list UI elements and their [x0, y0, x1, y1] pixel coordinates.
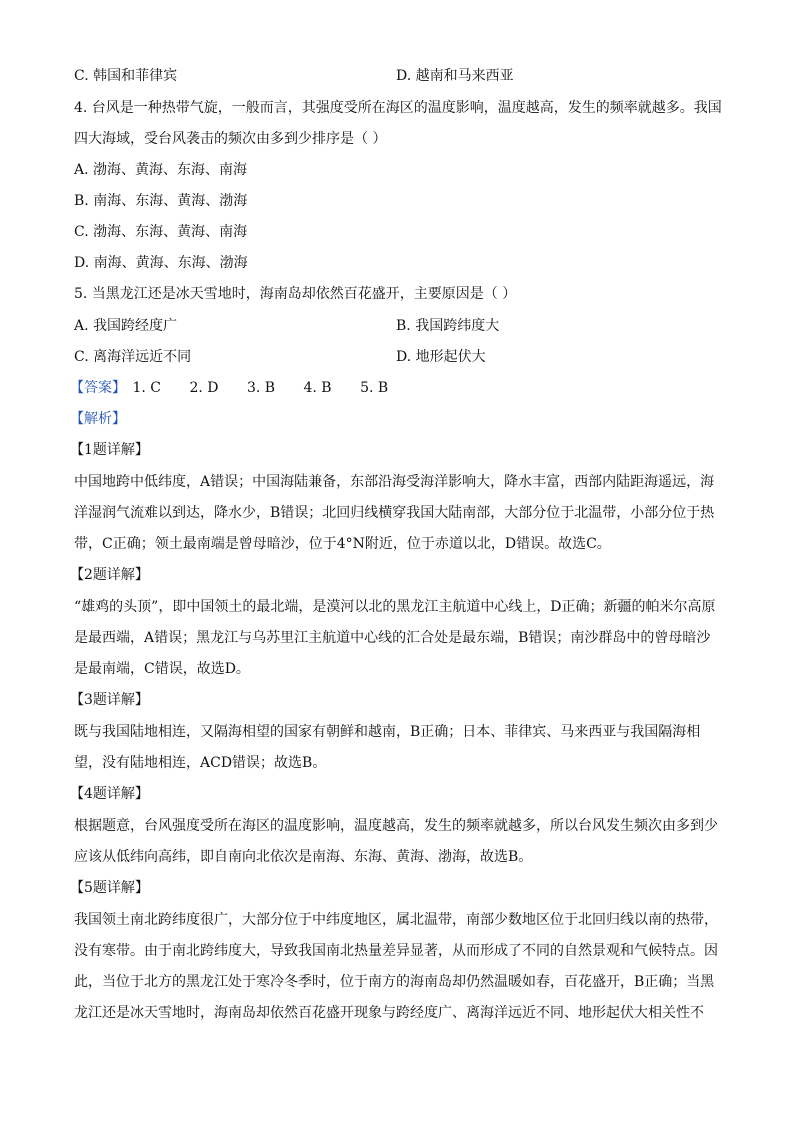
detail-heading-5: 【5题详解】 — [70, 880, 149, 896]
answer-row — [70, 379, 720, 397]
detail-3-line: 既与我国陆地相连，又隔海相望的国家有朝鲜和越南，B正确；日本、菲律宾、马来西亚与我国隔海相 — [74, 724, 701, 740]
answer-item: 4. B — [303, 380, 332, 396]
q5-stem: 5. 当黑龙江还是冰天雪地时，海南岛却依然百花盛开，主要原因是（ ） — [74, 286, 517, 302]
q3-options-row — [74, 67, 724, 85]
q5-option-c: C. 离海洋远近不同 — [74, 349, 192, 365]
answer-item: 5. B — [360, 380, 389, 396]
answer-item: 2. D — [189, 380, 219, 396]
analysis-label: 【解析】 — [70, 411, 126, 427]
detail-1-line: 中国地跨中低纬度，A错误；中国海陆兼备，东部沿海受海洋影响大，降水丰富，西部内陆距海遥远，海 — [74, 474, 715, 490]
detail-4-line: 应该从低纬向高纬，即自南向北依次是南海、东海、黄海、渤海，故选B。 — [74, 849, 533, 865]
q4-option-c: C. 渤海、东海、黄海、南海 — [74, 224, 248, 240]
detail-heading-1: 【1题详解】 — [70, 442, 149, 458]
q5-option-b: B. 我国跨纬度大 — [396, 318, 500, 334]
detail-2-line: “雄鸡的头顶”，即中国领土的最北端，是漠河以北的黑龙江主航道中心线上，D正确；新疆的帕米尔高原 — [74, 599, 716, 615]
q4-option-a: A. 渤海、黄海、东海、南海 — [74, 162, 248, 178]
answer-item: 3. B — [246, 380, 276, 396]
answer-label: 【答案】 — [70, 380, 126, 396]
detail-3-line: 望，没有陆地相连，ACD错误；故选B。 — [74, 755, 327, 771]
q5-options-row-2 — [74, 348, 724, 366]
q4-option-d: D. 南海、黄海、东海、渤海 — [74, 255, 248, 271]
detail-2-line: 是最南端，C错误，故选D。 — [74, 661, 250, 677]
detail-heading-3: 【3题详解】 — [70, 692, 149, 708]
answer-item: 1. C — [132, 380, 161, 396]
q5-option-a: A. 我国跨经度广 — [74, 318, 178, 334]
q3-option-c: C. 韩国和菲律宾 — [74, 68, 178, 84]
q5-options-row-1 — [74, 317, 724, 335]
q4-stem-line1: 4. 台风是一种热带气旋，一般而言，其强度受所在海区的温度影响，温度越高，发生的频率就越多。我国 — [74, 100, 722, 116]
q5-option-d: D. 地形起伏大 — [396, 349, 486, 365]
detail-1-line: 带，C正确；领土最南端是曾母暗沙，位于4°N附近，位于赤道以北，D错误。故选C。 — [74, 536, 611, 552]
detail-heading-2: 【2题详解】 — [70, 567, 149, 583]
detail-1-line: 洋湿润气流难以到达，降水少，B错误；北回归线横穿我国大陆南部，大部分位于北温带，小部分位于热 — [74, 505, 715, 521]
detail-4-line: 根据题意，台风强度受所在海区的温度影响，温度越高，发生的频率就越多，所以台风发生频次由多到少 — [74, 818, 718, 834]
detail-5-line: 我国领土南北跨纬度很广，大部分位于中纬度地区，属北温带，南部少数地区位于北回归线以南的热带， — [74, 912, 718, 928]
detail-heading-4: 【4题详解】 — [70, 786, 149, 802]
detail-5-line: 此，当位于北方的黑龙江处于寒冷冬季时，位于南方的海南岛却仍然温暖如春，百花盛开，B正确；当黑 — [74, 974, 715, 990]
detail-2-line: 是最西端，A错误；黑龙江与乌苏里江主航道中心线的汇合处是最东端，B错误；南沙群岛中的曾母暗沙 — [74, 630, 711, 646]
detail-5-line: 没有寒带。由于南北跨纬度大，导致我国南北热量差异显著，从而形成了不同的自然景观和气候特点。因 — [74, 943, 718, 959]
q4-stem-line2: 四大海域，受台风袭击的频次由多到少排序是（ ） — [74, 131, 387, 147]
q4-option-b: B. 南海、东海、黄海、渤海 — [74, 193, 248, 209]
q3-option-d: D. 越南和马来西亚 — [396, 68, 514, 84]
detail-5-line: 龙江还是冰天雪地时，海南岛却依然百花盛开现象与跨经度广、离海洋远近不同、地形起伏大相关性不 — [74, 1005, 704, 1021]
